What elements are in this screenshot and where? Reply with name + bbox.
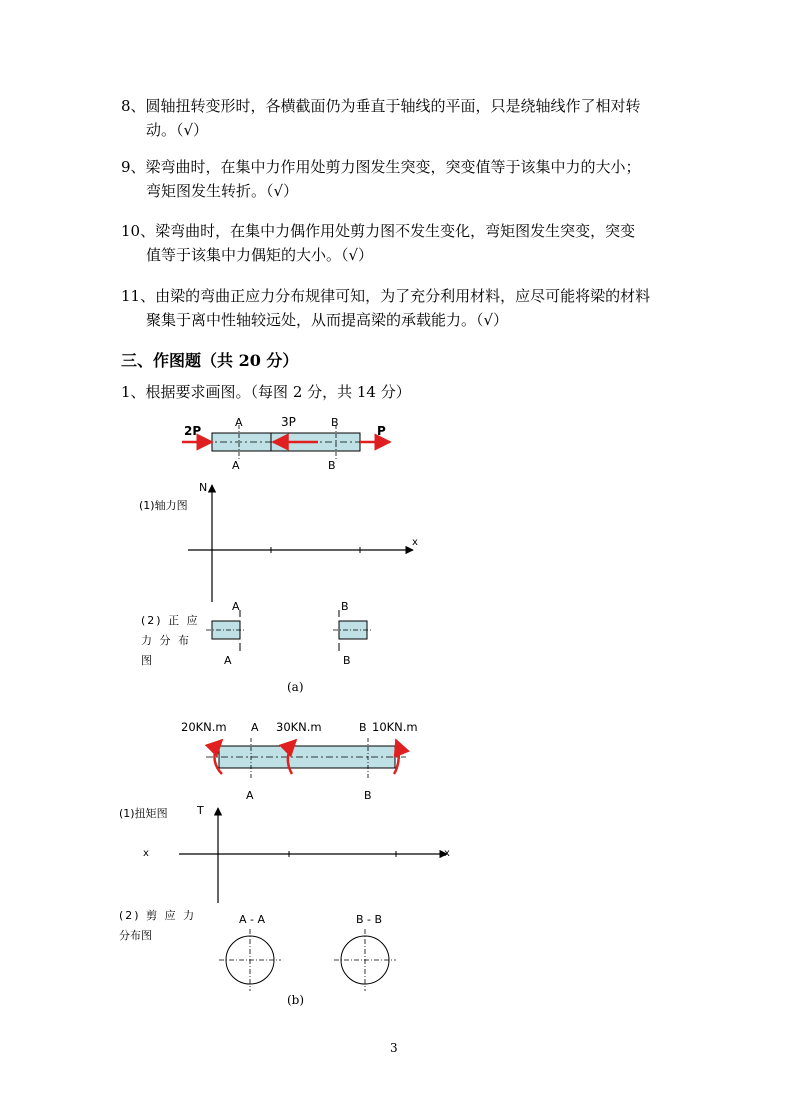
shaft-section-a-bottom-label: A (246, 789, 254, 802)
question-10-line-2: 值等于该集中力偶矩的大小。（√） (146, 246, 374, 264)
section-b-bottom-label: B (328, 459, 336, 472)
question-8-line-1: 8、圆轴扭转变形时，各横截面仍为垂直于轴线的平面，只是绕轴线作了相对转 (121, 97, 641, 115)
stress-plot-label-line-3: 图 (141, 654, 152, 667)
figure-b-caption: (b) (287, 993, 305, 1007)
subsection-title: 1、根据要求画图。（每图 2 分，共 14 分） (121, 383, 411, 401)
load-p-label: P (377, 424, 386, 438)
shaft-section-a-top-label: A (251, 721, 259, 734)
axial-force-plot-label: (1)轴力图 (139, 499, 188, 512)
stress-a-bottom-label: A (224, 654, 232, 667)
torque-plot-label: (1)扭矩图 (119, 807, 168, 820)
torque-x-left-label: x (143, 848, 149, 859)
section-bb-label: B - B (356, 913, 383, 926)
figure-a (0, 405, 792, 705)
question-9 (121, 155, 681, 203)
stress-plot-label-line-1: (2) 正 应 (141, 614, 200, 627)
load-3p-label: 3P (281, 415, 296, 429)
question-10-line-1: 10、梁弯曲时，在集中力偶作用处剪力图不发生变化，弯矩图发生突变，突变 (121, 222, 636, 240)
question-10 (121, 219, 681, 267)
question-11-line-1: 11、由梁的弯曲正应力分布规律可知，为了充分利用材料，应尽可能将梁的材料 (121, 287, 651, 305)
moment-30-label: 30KN.m (276, 720, 322, 734)
n-axis-label: N (199, 481, 208, 494)
shear-plot-label-line-1: (2) 剪 应 力 (119, 909, 197, 922)
section-title: 三、作图题（共 20 分） (121, 351, 299, 370)
moment-20-label: 20KN.m (181, 720, 227, 734)
t-axis-label: T (197, 804, 204, 817)
section-b-top-label: B (331, 416, 339, 429)
section-a-top-label: A (235, 416, 243, 429)
shaft-section-b-bottom-label: B (364, 789, 372, 802)
figure-b (0, 710, 792, 1020)
stress-plot-label-line-2: 力 分 布 (141, 634, 191, 647)
question-9-line-1: 9、梁弯曲时，在集中力作用处剪力图发生突变，突变值等于该集中力的大小； (121, 158, 641, 176)
stress-b-bottom-label: B (343, 654, 351, 667)
torque-x-axis-label: x (444, 848, 450, 859)
moment-10-label: 10KN.m (372, 720, 418, 734)
section-a-bottom-label: A (232, 459, 240, 472)
shear-plot-label-line-2: 分布图 (119, 929, 152, 942)
x-axis-label: x (412, 537, 418, 548)
section-aa-label: A - A (239, 913, 266, 926)
page-number: 3 (390, 1041, 398, 1055)
shaft-section-b-top-label: B (359, 721, 367, 734)
stress-b-top-label: B (341, 600, 349, 613)
load-2p-label: 2P (184, 424, 202, 438)
question-8-line-2: 动。（√） (146, 121, 209, 139)
figure-a-caption: (a) (287, 680, 304, 694)
question-11 (121, 284, 681, 332)
question-11-line-2: 聚集于离中性轴较远处，从而提高梁的承载能力。（√） (146, 311, 509, 329)
question-9-line-2: 弯矩图发生转折。（√） (146, 182, 299, 200)
stress-a-top-label: A (232, 600, 240, 613)
question-8 (121, 94, 681, 142)
